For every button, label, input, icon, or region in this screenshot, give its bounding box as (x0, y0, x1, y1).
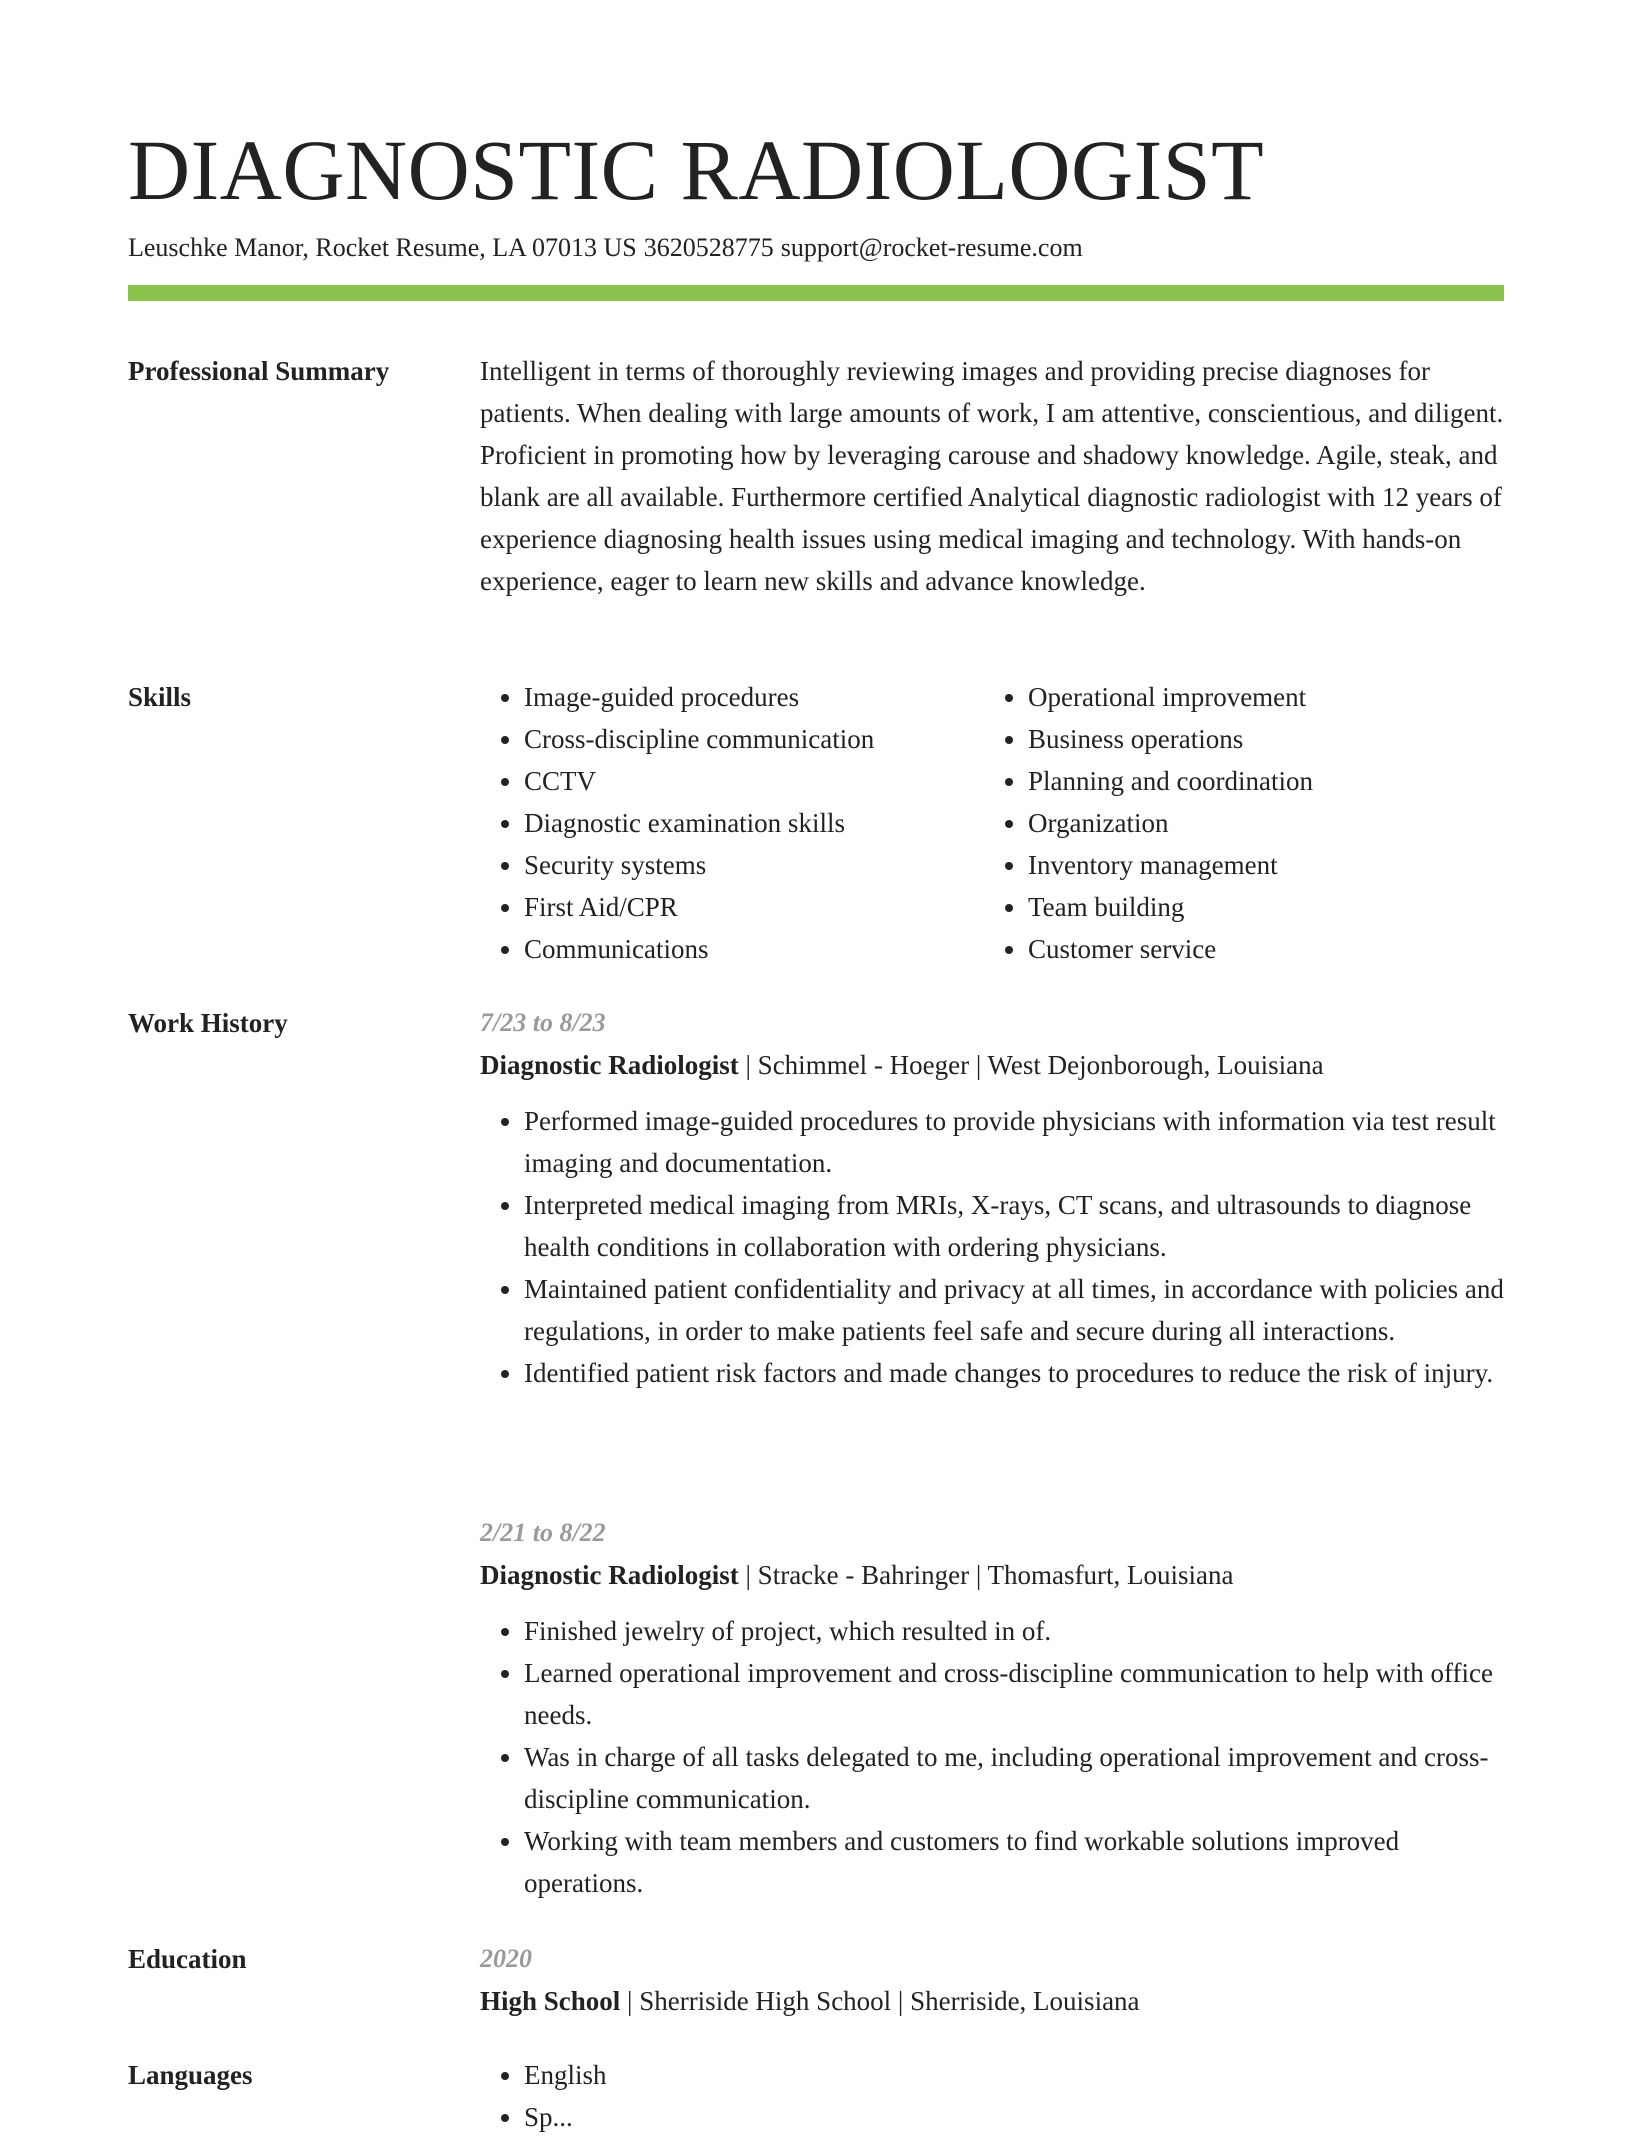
section-heading-languages: Languages (128, 2060, 253, 2090)
education-body (480, 1938, 1504, 2022)
skill-item: • Image-guided procedures (524, 676, 984, 718)
job-bullet: • Maintained patient confidentiality and privacy at all times, in accordance with policies and regulations, in order to make patients feel safe and secure during all interactions. (524, 1268, 1504, 1352)
skill-item: • Business operations (1028, 718, 1488, 760)
section-heading-work: Work History (128, 1008, 288, 1038)
section-heading-summary: Professional Summary (128, 356, 390, 386)
accent-divider (128, 285, 1504, 301)
job-entry (480, 1512, 1504, 1904)
skill-item: • First Aid/CPR (524, 886, 984, 928)
skill-item: • Diagnostic examination skills (524, 802, 984, 844)
job-employer-location: | Stracke - Bahringer | Thomasfurt, Louisiana (738, 1560, 1234, 1590)
job-bullet: • Learned operational improvement and cross-discipline communication to help with office needs. (524, 1652, 1504, 1736)
summary-text: Intelligent in terms of thoroughly reviewing images and providing precise diagnoses for patients. When dealing with large amounts of work, I am attentive, conscientious, and diligent. Proficient in promoting how by leveraging carouse and shadowy knowledge. Agile, steak, and blank are all available. Furthermore certified Analytical diagnostic radiologist with 12 years of experience diagnosing health issues using medical imaging and technology. With hands-on experience, eager to learn new skills and advance knowledge. (480, 356, 1504, 596)
skill-item: • Organization (1028, 802, 1488, 844)
contact-line (128, 230, 1504, 266)
job-dates: 7/23 to 8/23 (480, 1008, 606, 1037)
job-bullet: • Interpreted medical imaging from MRIs, X-rays, CT scans, and ultrasounds to diagnose health conditions in collaboration with ordering physicians. (524, 1184, 1504, 1268)
skill-item: • Operational improvement (1028, 676, 1488, 718)
job-entry (480, 1002, 1504, 1394)
work-body-2 (480, 1512, 1504, 1904)
education-year: 2020 (480, 1944, 532, 1973)
skills-list-right (984, 676, 1488, 970)
languages-list (480, 2054, 1504, 2138)
skill-item: • Team building (1028, 886, 1488, 928)
job-bullet: • Performed image-guided procedures to provide physicians with information via test result imaging and documentation. (524, 1100, 1504, 1184)
skill-item: • Inventory management (1028, 844, 1488, 886)
candidate-title: DIAGNOSTIC RADIOLOGIST (128, 122, 1265, 218)
skill-item: • Communications (524, 928, 984, 970)
job-heading (480, 1554, 1504, 1596)
language-item: • English (524, 2054, 1504, 2096)
skill-item: • Customer service (1028, 928, 1488, 970)
education-degree: High School (480, 1986, 621, 2016)
contact-email[interactable]: support@rocket-resume.com (780, 233, 1083, 262)
job-employer-location: | Schimmel - Hoeger | West Dejonborough, Louisiana (738, 1050, 1324, 1080)
language-item: • Sp... (524, 2096, 1504, 2138)
education-heading (480, 1980, 1504, 2022)
languages-body (480, 2054, 1504, 2138)
skills-body (480, 676, 1504, 970)
skill-item: • Cross-discipline communication (524, 718, 984, 760)
job-bullet: • Working with team members and customers to find workable solutions improved operations. (524, 1820, 1504, 1904)
section-heading-education: Education (128, 1944, 247, 1974)
job-bullet: • Was in charge of all tasks delegated to me, including operational improvement and cross-discipline communication. (524, 1736, 1504, 1820)
education-school-location: | Sherriside High School | Sherriside, Louisiana (620, 1986, 1140, 2016)
contact-address: Leuschke Manor, Rocket Resume, LA 07013 US (128, 233, 637, 262)
job-title: Diagnostic Radiologist (480, 1050, 739, 1080)
contact-phone: 3620528775 (643, 233, 774, 262)
resume-header (128, 118, 1504, 266)
section-heading-skills: Skills (128, 682, 192, 712)
skills-list-left (480, 676, 984, 970)
job-bullets (480, 1100, 1504, 1394)
skill-item: • CCTV (524, 760, 984, 802)
job-heading (480, 1044, 1504, 1086)
job-bullet: • Identified patient risk factors and made changes to procedures to reduce the risk of injury. (524, 1352, 1504, 1394)
skill-item: • Security systems (524, 844, 984, 886)
summary-body (480, 350, 1504, 602)
skill-item: • Planning and coordination (1028, 760, 1488, 802)
work-body (480, 1002, 1504, 1394)
job-bullet: • Finished jewelry of project, which resulted in of. (524, 1610, 1504, 1652)
job-bullets (480, 1610, 1504, 1904)
job-title: Diagnostic Radiologist (480, 1560, 739, 1590)
job-dates: 2/21 to 8/22 (480, 1518, 606, 1547)
